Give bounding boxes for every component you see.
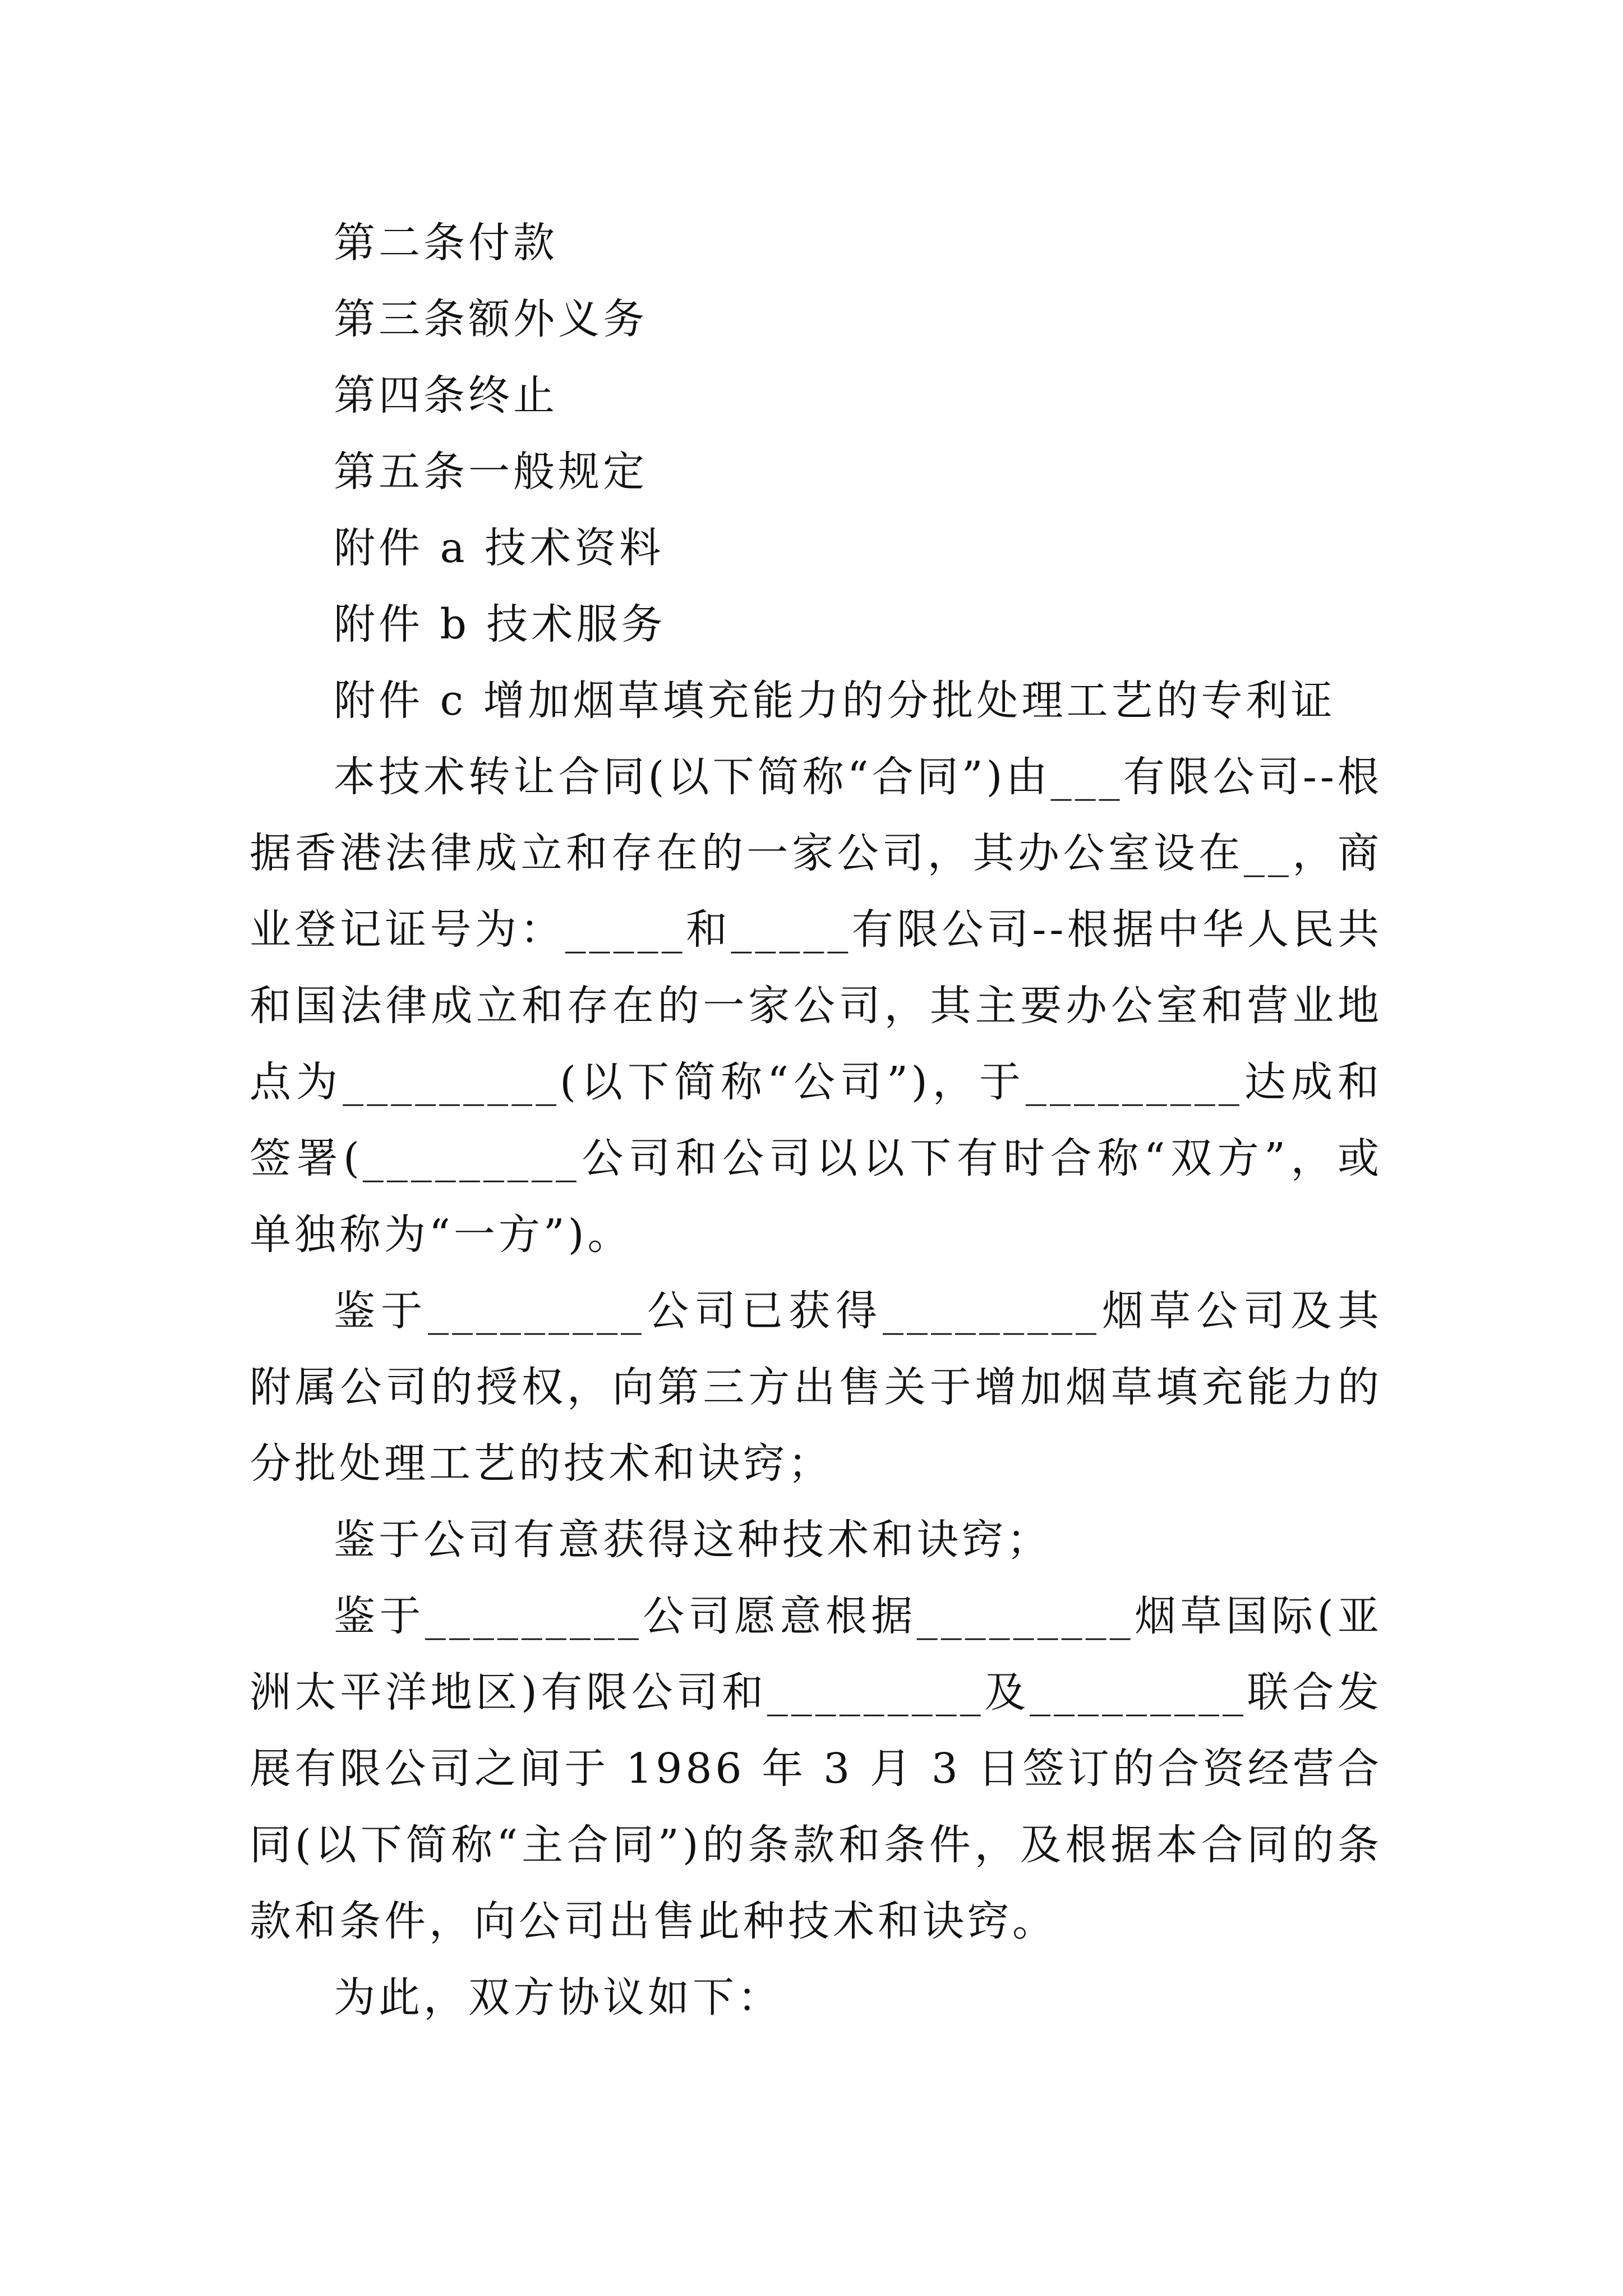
toc-item-article-2: 第二条付款: [334, 219, 558, 267]
document-body: [250, 205, 1382, 2036]
contract-preamble: 本技术转让合同(以下简称“合同”)由___有限公司--根据香港法律成立和存在的一家公司，其办公室设在__，商业登记证号为：_____和_____有限公司--根据中华人民共和国法律成立和存在的一家公司，其主要办公室和营业地点为_________(以下简称“公司”)，于_________达成和签署(_________公司和公司以以下有时合称“双方”，或单独称为“一方”)。: [250, 753, 1382, 1259]
recital-intent: 鉴于公司有意获得这种技术和诀窍；: [334, 1516, 1052, 1564]
toc-item-annex-c: 附件 c 增加烟草填充能力的分批处理工艺的专利证: [334, 677, 1336, 725]
toc-item-article-4: 第四条终止: [334, 371, 558, 420]
toc-item-annex-b: 附件 b 技术服务: [334, 600, 666, 648]
recital-main-contract: 鉴于_________公司愿意根据_________烟草国际(亚洲太平洋地区)有限公司和_________及_________联合发展有限公司之间于 1986 年 3 月 3 日签订的合资经营合同(以下简称“主合同”)的条款和条件，及根据本合同的条款和条件，向公司出售此种技术和诀窍。: [250, 1592, 1382, 1945]
toc-item-article-5: 第五条一般规定: [334, 448, 648, 496]
agreement-statement: 为此，双方协议如下：: [334, 1973, 782, 2022]
toc-item-annex-a: 附件 a 技术资料: [334, 524, 665, 572]
recital-authorization: 鉴于_________公司已获得_________烟草公司及其附属公司的授权，向第三方出售关于增加烟草填充能力的分批处理工艺的技术和诀窍；: [250, 1287, 1382, 1488]
toc-item-article-3: 第三条额外义务: [334, 295, 648, 343]
